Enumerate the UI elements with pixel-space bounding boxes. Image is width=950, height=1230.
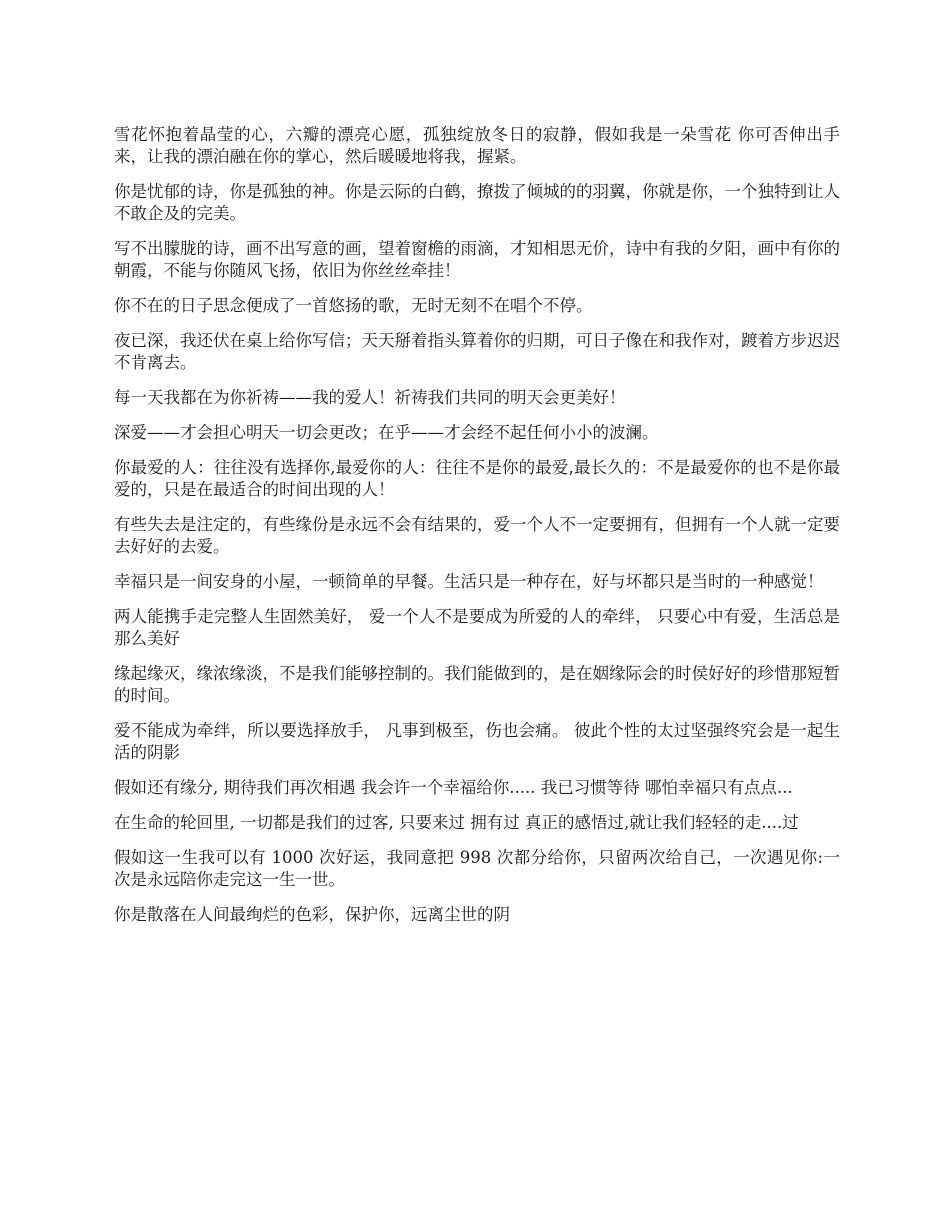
paragraph-16: 假如这一生我可以有 1000 次好运，我同意把 998 次都分给你，只留两次给自己，一次遇见你:一次是永远陪你走完这一生一世。 [114, 848, 840, 889]
paragraph-3: 写不出朦胧的诗，画不出写意的画，望着窗檐的雨滴，才知相思无价，诗中有我的夕阳，画中有你的朝霞，不能与你随风飞扬，依旧为你丝丝牵挂！ [114, 239, 840, 280]
paragraph-15: 在生命的轮回里, 一切都是我们的过客, 只要来过 拥有过 真正的感悟过,就让我们轻轻的走....过 [114, 813, 799, 832]
paragraph-7: 深爱——才会担心明天一切会更改；在乎——才会经不起任何小小的波澜。 [114, 423, 659, 442]
paragraph-5: 夜已深，我还伏在桌上给你写信；天天掰着指头算着你的归期，可日子像在和我作对，踱着方步迟迟不肯离去。 [114, 331, 840, 372]
paragraph-12: 缘起缘灭，缘浓缘淡，不是我们能够控制的。我们能做到的，是在姻缘际会的时侯好好的珍惜那短暂的时间。 [114, 664, 840, 705]
paragraph-9: 有些失去是注定的，有些缘份是永远不会有结果的，爱一个人不一定要拥有，但拥有一个人就一定要去好好的去爱。 [114, 515, 840, 556]
paragraph-13: 爱不能成为牵绊，所以要选择放手， 凡事到极至，伤也会痛。 彼此个性的太过坚强终究会是一起生活的阴影 [114, 721, 840, 762]
paragraph-17: 你是散落在人间最绚烂的色彩，保护你，远离尘世的阴 [114, 905, 510, 924]
paragraph-14: 假如还有缘分, 期待我们再次相遇 我会许一个幸福给你..... 我已习惯等待 哪怕幸福只有点点... [114, 778, 793, 797]
paragraph-2: 你是忧郁的诗，你是孤独的神。你是云际的白鹤，撩拨了倾城的的羽翼，你就是你，一个独特到让人不敢企及的完美。 [114, 182, 840, 223]
document-body [114, 124, 840, 939]
paragraph-11: 两人能携手走完整人生固然美好， 爱一个人不是要成为所爱的人的牵绊， 只要心中有爱，生活总是那么美好 [114, 607, 840, 648]
paragraph-10: 幸福只是一间安身的小屋，一顿简单的早餐。生活只是一种存在，好与坏都只是当时的一种感觉！ [114, 572, 824, 591]
paragraph-8: 你最爱的人：往往没有选择你,最爱你的人：往往不是你的最爱,最长久的：不是最爱你的也不是你最爱的，只是在最适合的时间出现的人！ [114, 458, 840, 499]
paragraph-1: 雪花怀抱着晶莹的心，六瓣的漂亮心愿，孤独绽放冬日的寂静，假如我是一朵雪花 你可否伸出手来，让我的漂泊融在你的掌心，然后暖暖地将我，握紧。 [114, 125, 840, 166]
paragraph-6: 每一天我都在为你祈祷——我的爱人！祈祷我们共同的明天会更美好！ [114, 388, 626, 407]
paragraph-4: 你不在的日子思念便成了一首悠扬的歌，无时无刻不在唱个不停。 [114, 296, 593, 315]
